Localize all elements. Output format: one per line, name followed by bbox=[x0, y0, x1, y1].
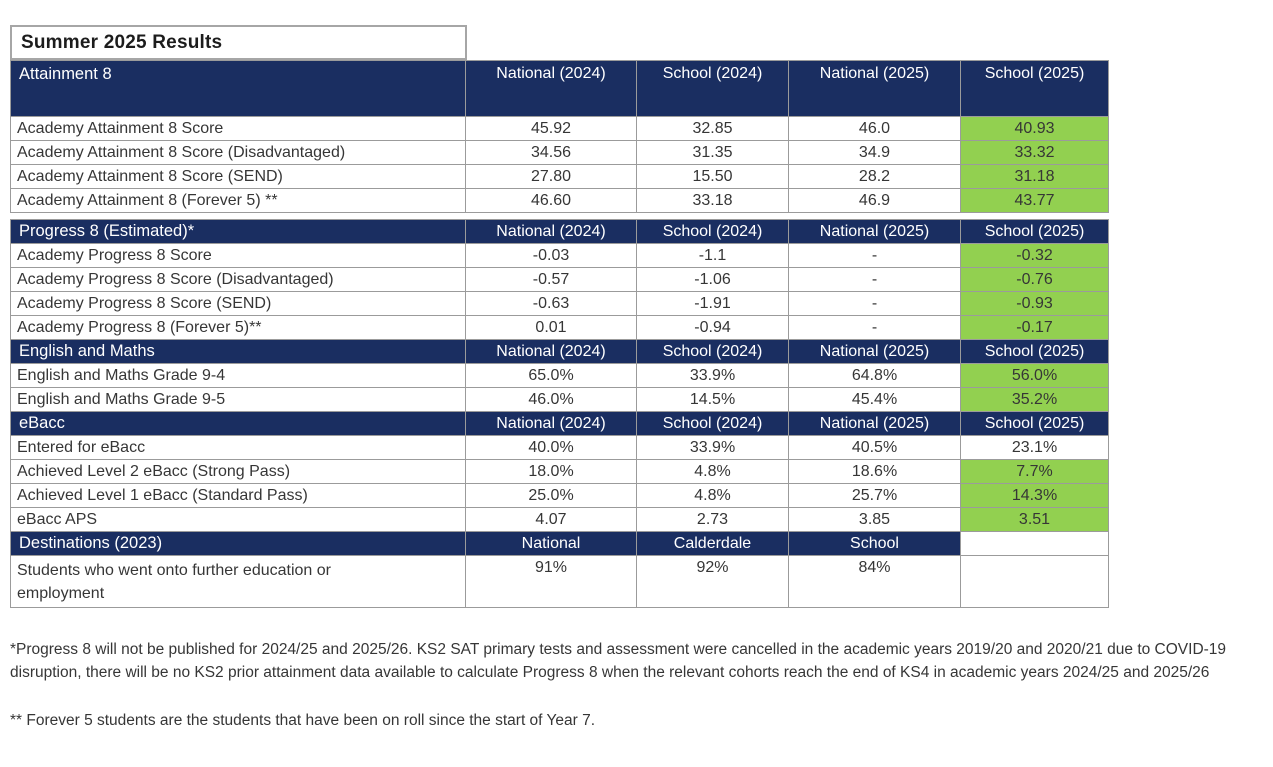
row-label: Academy Attainment 8 Score bbox=[11, 117, 466, 141]
row-label: Academy Progress 8 Score (Disadvantaged) bbox=[11, 268, 466, 292]
table-row bbox=[11, 268, 1109, 292]
cell-value: 25.7% bbox=[789, 484, 961, 508]
table-row bbox=[11, 165, 1109, 189]
cell-value: 40.93 bbox=[961, 117, 1109, 141]
row-label: Academy Attainment 8 (Forever 5) ** bbox=[11, 189, 466, 213]
cell-value: -0.93 bbox=[961, 292, 1109, 316]
cell-value: 31.18 bbox=[961, 165, 1109, 189]
section-header-row-english-and-maths bbox=[11, 340, 1109, 364]
cell-value: -0.03 bbox=[466, 244, 637, 268]
column-header-calderdale: Calderdale bbox=[637, 532, 789, 556]
row-label: English and Maths Grade 9-4 bbox=[11, 364, 466, 388]
cell-value: 33.9% bbox=[637, 436, 789, 460]
cell-value: -0.94 bbox=[637, 316, 789, 340]
cell-value: 40.0% bbox=[466, 436, 637, 460]
cell-value: 46.0% bbox=[466, 388, 637, 412]
row-label: Academy Progress 8 Score (SEND) bbox=[11, 292, 466, 316]
column-header-national-2025: National (2025) bbox=[789, 220, 961, 244]
cell-value: 4.07 bbox=[466, 508, 637, 532]
section-gap-cell bbox=[11, 213, 1109, 220]
cell-value: - bbox=[789, 244, 961, 268]
footnote-progress8: *Progress 8 will not be published for 2024/25 and 2025/26. KS2 SAT primary tests and assessment were cancelled in the academic years 2019/20 and 2020/21 due to COVID-19 disruption, there will be no KS2 prior attainment data available to calculate Progress 8 when the relevant cohorts reach the end of KS4 in academic years 2024/25 and 2025/26 bbox=[10, 641, 1227, 682]
row-label: Academy Attainment 8 Score (Disadvantaged) bbox=[11, 141, 466, 165]
section-header-row-destinations-2023 bbox=[11, 532, 1109, 556]
table-row bbox=[11, 189, 1109, 213]
cell-value: 4.8% bbox=[637, 460, 789, 484]
cell-value: - bbox=[789, 316, 961, 340]
cell-value: 33.18 bbox=[637, 189, 789, 213]
table-row bbox=[11, 388, 1109, 412]
column-header-school-2024: School (2024) bbox=[637, 340, 789, 364]
section-header-row-ebacc bbox=[11, 412, 1109, 436]
column-header-national-2024: National (2024) bbox=[466, 340, 637, 364]
section-header-row-progress-8-estimated bbox=[11, 220, 1109, 244]
cell-value: 31.35 bbox=[637, 141, 789, 165]
cell-value: 65.0% bbox=[466, 364, 637, 388]
column-header-national-2025: National (2025) bbox=[789, 340, 961, 364]
column-header-school-2025: School (2025) bbox=[961, 412, 1109, 436]
cell-value: 2.73 bbox=[637, 508, 789, 532]
cell-value: 27.80 bbox=[466, 165, 637, 189]
section-title-ebacc: eBacc bbox=[11, 412, 466, 436]
column-header-national-2025: National (2025) bbox=[789, 61, 961, 117]
row-label: Achieved Level 2 eBacc (Strong Pass) bbox=[11, 460, 466, 484]
page-title: Summer 2025 Results bbox=[10, 25, 467, 60]
table-row bbox=[11, 244, 1109, 268]
cell-value: 84% bbox=[789, 556, 961, 608]
row-label: eBacc APS bbox=[11, 508, 466, 532]
blank-cell bbox=[961, 532, 1109, 556]
section-title-destinations-2023: Destinations (2023) bbox=[11, 532, 466, 556]
cell-value: -0.63 bbox=[466, 292, 637, 316]
column-header-school-2024: School (2024) bbox=[637, 61, 789, 117]
section-header-row-attainment-8 bbox=[11, 61, 1109, 117]
cell-value: -1.06 bbox=[637, 268, 789, 292]
column-header-national-2025: National (2025) bbox=[789, 412, 961, 436]
cell-value: -0.17 bbox=[961, 316, 1109, 340]
table-row bbox=[11, 556, 1109, 608]
footnote-forever5: ** Forever 5 students are the students that have been on roll since the start of Year 7. bbox=[10, 711, 596, 729]
results-table bbox=[10, 60, 1109, 608]
cell-value: 45.92 bbox=[466, 117, 637, 141]
cell-value: 43.77 bbox=[961, 189, 1109, 213]
cell-value: 34.56 bbox=[466, 141, 637, 165]
cell-value: 46.60 bbox=[466, 189, 637, 213]
cell-value: 18.0% bbox=[466, 460, 637, 484]
cell-value: 3.85 bbox=[789, 508, 961, 532]
blank-cell bbox=[961, 556, 1109, 608]
table-row bbox=[11, 460, 1109, 484]
section-title-english-and-maths: English and Maths bbox=[11, 340, 466, 364]
cell-value: 28.2 bbox=[789, 165, 961, 189]
column-header-national-2024: National (2024) bbox=[466, 220, 637, 244]
cell-value: 4.8% bbox=[637, 484, 789, 508]
table-row bbox=[11, 316, 1109, 340]
section-title-progress-8-estimated: Progress 8 (Estimated)* bbox=[11, 220, 466, 244]
cell-value: 91% bbox=[466, 556, 637, 608]
cell-value: -0.32 bbox=[961, 244, 1109, 268]
column-header-school: School bbox=[789, 532, 961, 556]
table-row bbox=[11, 292, 1109, 316]
column-header-national: National bbox=[466, 532, 637, 556]
footnotes bbox=[10, 638, 1262, 732]
row-label: Students who went onto further education or employment bbox=[11, 556, 466, 608]
cell-value: 23.1% bbox=[961, 436, 1109, 460]
cell-value: 0.01 bbox=[466, 316, 637, 340]
cell-value: 46.0 bbox=[789, 117, 961, 141]
table-row bbox=[11, 141, 1109, 165]
cell-value: 32.85 bbox=[637, 117, 789, 141]
table-row bbox=[11, 484, 1109, 508]
cell-value: 3.51 bbox=[961, 508, 1109, 532]
cell-value: 45.4% bbox=[789, 388, 961, 412]
column-header-school-2025: School (2025) bbox=[961, 340, 1109, 364]
section-title-attainment-8: Attainment 8 bbox=[11, 61, 466, 117]
cell-value: 7.7% bbox=[961, 460, 1109, 484]
cell-value: -0.76 bbox=[961, 268, 1109, 292]
section-gap bbox=[11, 213, 1109, 220]
cell-value: 14.5% bbox=[637, 388, 789, 412]
cell-value: -1.1 bbox=[637, 244, 789, 268]
column-header-national-2024: National (2024) bbox=[466, 61, 637, 117]
cell-value: 40.5% bbox=[789, 436, 961, 460]
cell-value: -0.57 bbox=[466, 268, 637, 292]
row-label: Academy Progress 8 Score bbox=[11, 244, 466, 268]
cell-value: 34.9 bbox=[789, 141, 961, 165]
cell-value: 25.0% bbox=[466, 484, 637, 508]
table-row bbox=[11, 508, 1109, 532]
cell-value: 14.3% bbox=[961, 484, 1109, 508]
cell-value: 33.9% bbox=[637, 364, 789, 388]
cell-value: 64.8% bbox=[789, 364, 961, 388]
row-label: Academy Attainment 8 Score (SEND) bbox=[11, 165, 466, 189]
column-header-school-2024: School (2024) bbox=[637, 220, 789, 244]
cell-value: 35.2% bbox=[961, 388, 1109, 412]
row-label: Achieved Level 1 eBacc (Standard Pass) bbox=[11, 484, 466, 508]
cell-value: 46.9 bbox=[789, 189, 961, 213]
column-header-national-2024: National (2024) bbox=[466, 412, 637, 436]
row-label: Entered for eBacc bbox=[11, 436, 466, 460]
cell-value: - bbox=[789, 268, 961, 292]
cell-value: 33.32 bbox=[961, 141, 1109, 165]
cell-value: - bbox=[789, 292, 961, 316]
table-row bbox=[11, 436, 1109, 460]
column-header-school-2025: School (2025) bbox=[961, 220, 1109, 244]
table-row bbox=[11, 117, 1109, 141]
column-header-school-2025: School (2025) bbox=[961, 61, 1109, 117]
column-header-school-2024: School (2024) bbox=[637, 412, 789, 436]
cell-value: 18.6% bbox=[789, 460, 961, 484]
cell-value: 56.0% bbox=[961, 364, 1109, 388]
row-label: English and Maths Grade 9-5 bbox=[11, 388, 466, 412]
cell-value: 15.50 bbox=[637, 165, 789, 189]
cell-value: 92% bbox=[637, 556, 789, 608]
cell-value: -1.91 bbox=[637, 292, 789, 316]
table-row bbox=[11, 364, 1109, 388]
row-label: Academy Progress 8 (Forever 5)** bbox=[11, 316, 466, 340]
